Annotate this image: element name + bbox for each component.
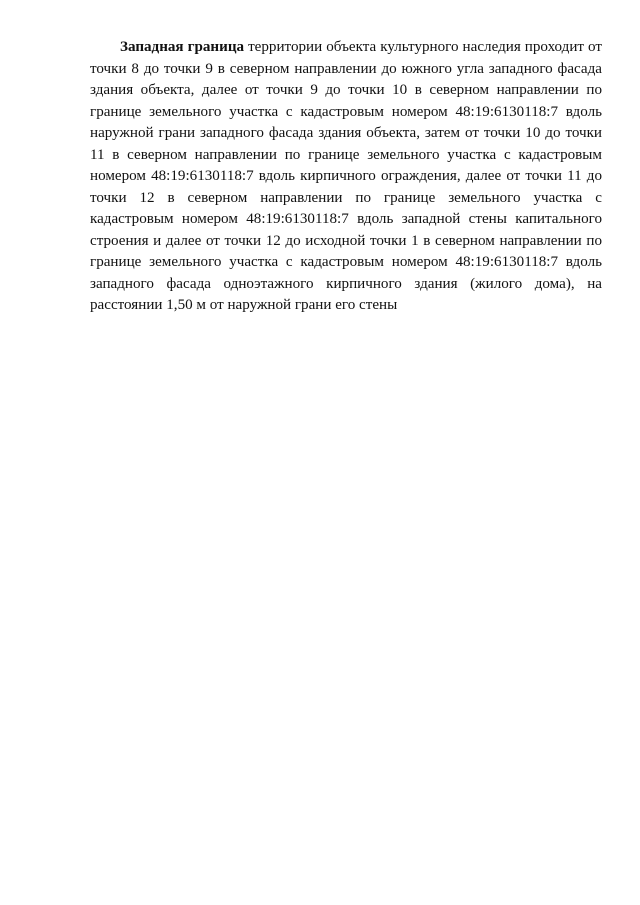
western-boundary-heading: Западная граница [120, 39, 245, 55]
boundary-description-paragraph [90, 37, 602, 317]
boundary-description-text: территории объекта культурного наследия проходит от точки 8 до точки 9 в северном направлении до южного угла западного фасада здания объекта, далее от точки 9 до точки 10 в северном направлении по границе земельного участка с кадастровым номером 48:19:6130118:7 вдоль наружной грани западного фасада здания объекта, затем от точки 10 до точки 11 в северном направлении по границе земельного участка с кадастровым номером 48:19:6130118:7 вдоль кирпичного ограждения, далее от точки 11 до точки 12 в северном направлении по границе земельного участка с кадастровым номером 48:19:6130118:7 вдоль западной стены капитального строения и далее от точки 12 до исходной точки 1 в северном направлении по границе земельного участка с кадастровым номером 48:19:6130118:7 вдоль западного фасада одноэтажного кирпичного здания (жилого дома), на расстоянии 1,50 м от наружной грани его стены [90, 39, 602, 313]
